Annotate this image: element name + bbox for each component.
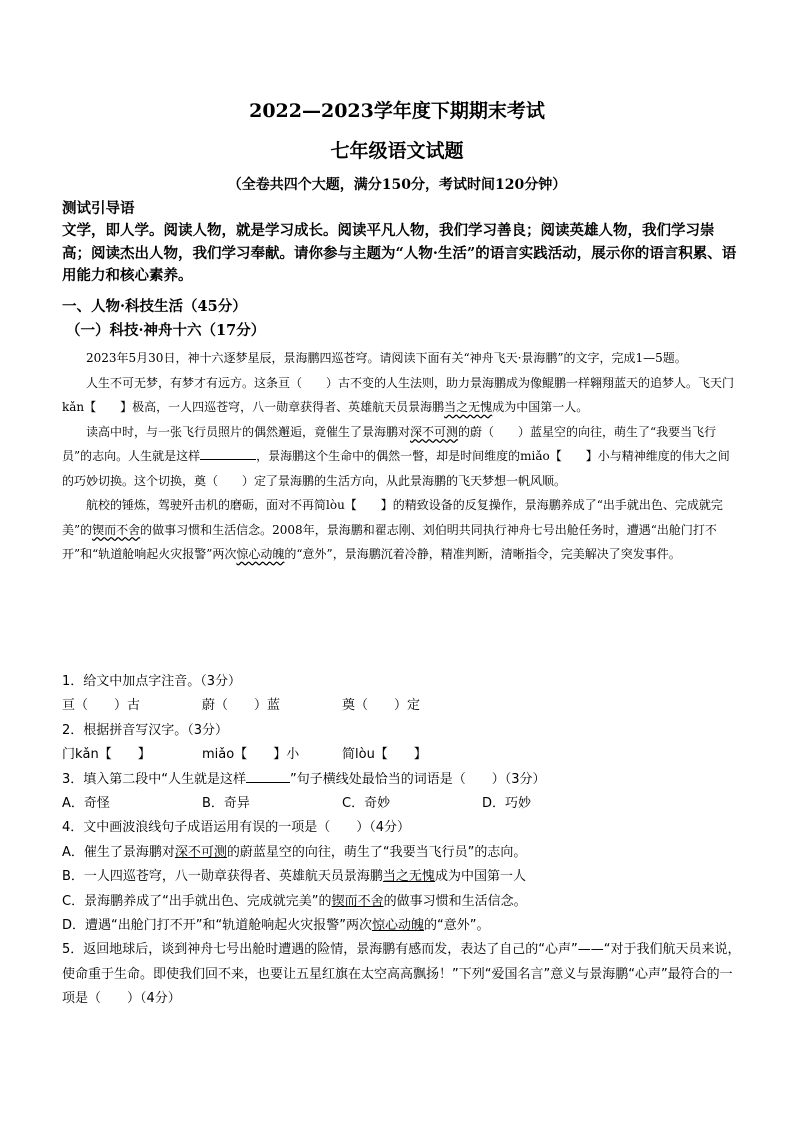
q1-item[interactable]: 蔚（ ）蓝	[202, 698, 281, 714]
passage-text: 人生不可无梦，有梦才有远方。这条亘（ ）古不变的人生法则，助力景海鹏成为像鲲鹏一样翱翔蓝天的追梦人。飞天门kǎn【 】极高，一人四巡苍穹，八一勋章获得者、英雄航天员景海鹏	[62, 375, 735, 414]
q4-option-a[interactable]	[62, 841, 742, 865]
option-text: A．催生了景海鹏对	[62, 844, 175, 860]
passage-paragraph	[62, 371, 740, 420]
option-text: B．一人四巡苍穹，八一勋章获得者、英雄航天员景海鹏	[62, 869, 383, 885]
passage-text: 的“意外”，景海鹏沉着冷静，精准判断，清晰指令，完美解决了突发事件。	[284, 547, 681, 561]
exam-subtitle: 七年级语文试题	[330, 140, 464, 162]
q3-text: ”句子横线处最恰当的词语是（ ）（3分）	[290, 771, 546, 787]
option-text: 的做事习惯和生活信念。	[383, 893, 527, 909]
question-3-options	[62, 792, 742, 816]
passage-text: 的蔚（ ）蓝星空的向往，萌生了“我要当飞行员”的志向。人生就是这样	[62, 424, 717, 463]
q2-item[interactable]: 简lòu【 】	[342, 747, 427, 763]
passage-paragraph	[62, 493, 740, 567]
answer-blank[interactable]	[200, 447, 256, 460]
question-2-items	[62, 743, 742, 767]
wavy-idiom: 惊心动魄	[236, 547, 285, 561]
idiom: 惊心动魄	[371, 918, 424, 934]
wavy-idiom: 深不可测	[410, 424, 459, 439]
passage-paragraph	[62, 420, 740, 494]
q2-item[interactable]: miǎo【 】小	[202, 747, 300, 763]
intro-heading: 测试引导语	[62, 200, 135, 217]
option-text: C．景海鹏养成了“出手就出色、完成就完美”的	[62, 893, 332, 909]
question-3	[62, 768, 742, 792]
option-c[interactable]: C．奇妙	[342, 796, 391, 812]
exam-title: 2022—2023学年度下期期末考试	[249, 100, 545, 122]
wavy-idiom: 锲而不舍	[92, 522, 141, 537]
wavy-idiom: 当之无愧	[444, 400, 493, 414]
passage-text: 的做事习惯和生活信念。2008年，景海鹏和翟志刚、刘伯明共同执行神舟七号出舱任务时，遭遇“出舱门打不开”和“轨道舱响起火灾报警”两次	[62, 522, 717, 561]
option-b[interactable]: B．奇异	[202, 796, 250, 812]
questions	[62, 670, 742, 1012]
q3-text: 3．填入第二段中“人生就是这样	[62, 771, 247, 787]
passage-text: ，景海鹏这个生命中的偶然一瞥，却是时间维度的miǎo【 】小与精神维度的伟大之间的巧妙切换。这个切换，奠（ ）定了景海鹏的生活方向，从此景海鹏的飞天梦想一帆风顺。	[62, 449, 730, 488]
reading-passage	[62, 346, 740, 567]
subsection-title: （一）科技·神舟十六（17分）	[66, 322, 266, 339]
idiom: 当之无愧	[382, 869, 435, 885]
answer-blank[interactable]	[246, 770, 290, 783]
option-text: 成为中国第一人	[434, 869, 526, 885]
q4-option-b[interactable]	[62, 865, 742, 889]
passage-text: 读高中时，与一张飞行员照片的偶然邂逅，竟催生了景海鹏对	[86, 424, 411, 439]
passage-paragraph: 2023年5月30日，神十六逐梦星辰，景海鹏四巡苍穹。请阅读下面有关“神舟飞天·景海鹏”的文字，完成1—5题。	[86, 351, 687, 365]
q4-option-d[interactable]	[62, 914, 742, 938]
question-5: 5．返回地球后，谈到神舟七号出舱时遭遇的险情，景海鹏有感而发，表达了自己的“心声”——“对于我们航天员来说，使命重于生命。即使我们回不来，也要让五星红旗在太空高高飘扬！”下列“爱国名言”意义与景海鹏“心声”最符合的一项是（ ）（4分）	[62, 942, 741, 1007]
q1-item[interactable]: 亘（ ）古	[62, 698, 141, 714]
option-d[interactable]: D．巧妙	[482, 796, 532, 812]
q4-option-c[interactable]	[62, 890, 742, 914]
option-a[interactable]: A．奇怪	[62, 796, 110, 812]
option-text: D．遭遇“出舱门打不开”和“轨道舱响起火灾报警”两次	[62, 918, 372, 934]
question-1-items	[62, 694, 742, 718]
passage-text: 成为中国第一人。	[492, 400, 589, 414]
intro-text: 文学，即人学。阅读人物，就是学习成长。阅读平凡人物，我们学习善良；阅读英雄人物，我们学习崇高；阅读杰出人物，我们学习奉献。请你参与主题为“人物·生活”的语言实践活动，展示你的语言积累、语用能力和核心素养。	[62, 222, 737, 284]
q2-item[interactable]: 门kǎn【 】	[62, 747, 151, 763]
question-1: 1．给文中加点字注音。（3分）	[62, 674, 242, 689]
q1-item[interactable]: 奠（ ）定	[342, 698, 421, 714]
passage-text: 航校的锤炼，驾驶歼击机的磨砺，面对不再简lòu【 】的精致设备的反复操作，景海鹏养成了“出手就出色、完成就完美”的	[62, 498, 723, 537]
option-text: 的“意外”。	[423, 918, 490, 934]
idiom: 深不可测	[174, 844, 227, 860]
option-text: 的蔚蓝星空的向往，萌生了“我要当飞行员”的志向。	[226, 844, 527, 860]
question-2: 2．根据拼音写汉字。（3分）	[62, 722, 229, 738]
idiom: 锲而不舍	[331, 893, 384, 909]
question-4: 4．文中画波浪线句子成语运用有误的一项是（ ）（4分）	[62, 820, 411, 836]
exam-note: （全卷共四个大题，满分150分，考试时间120分钟）	[227, 177, 567, 193]
section-title: 一、人物·科技生活（45分）	[62, 298, 247, 315]
